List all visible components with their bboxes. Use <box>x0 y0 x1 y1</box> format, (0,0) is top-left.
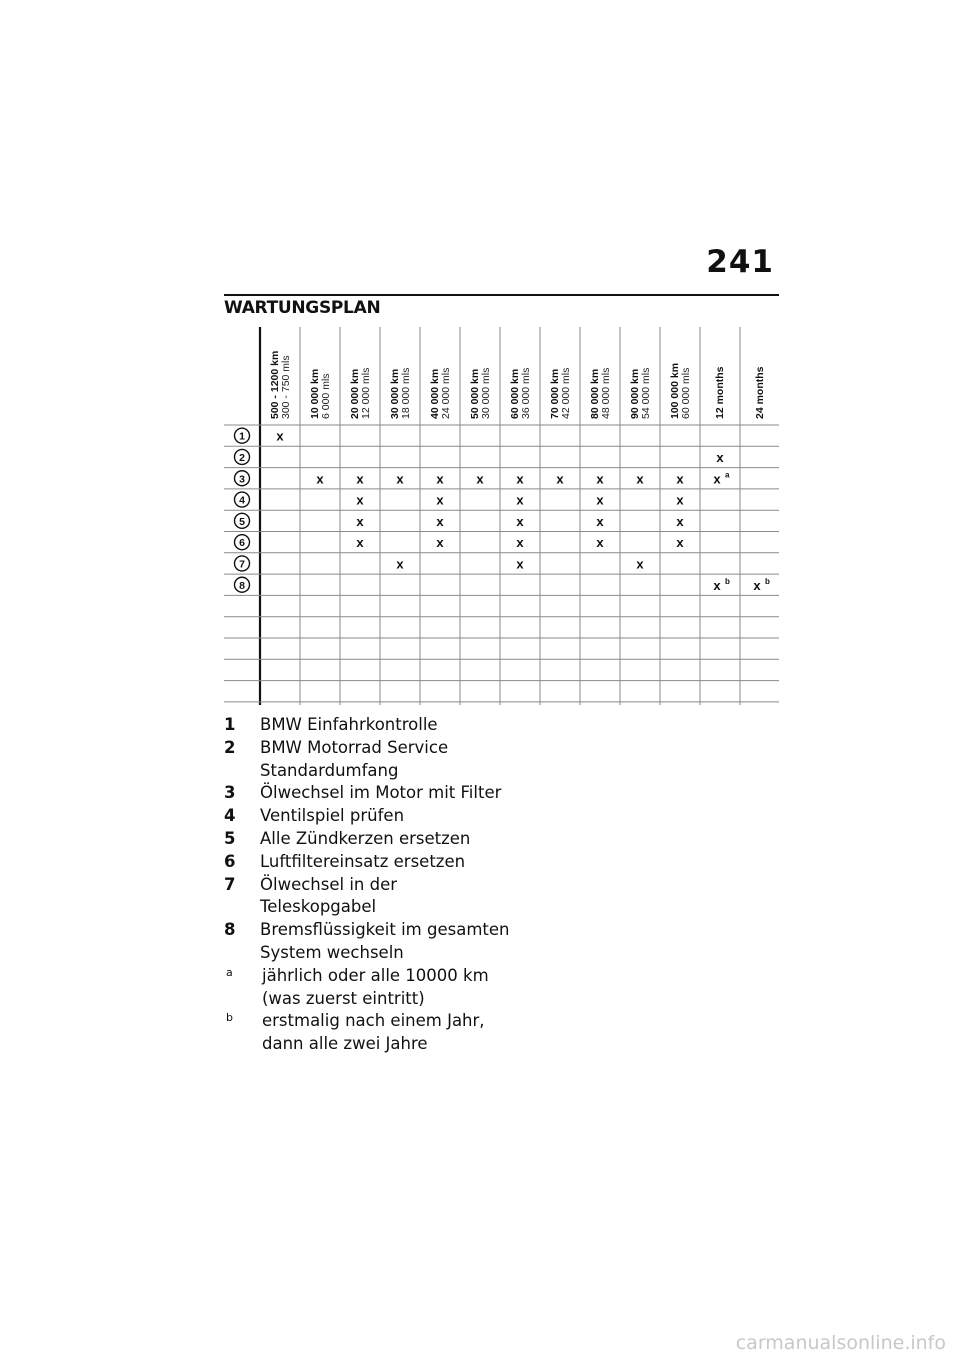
schedule-mark: x <box>356 471 364 487</box>
legend-text: Bremsflüssigkeit im gesamten System wechseln <box>260 920 510 962</box>
legend-text: BMW Motorrad Service Standardumfang <box>260 737 449 780</box>
legend-text: Ventilspiel prüfen <box>260 806 405 826</box>
column-header-primary: 100 000 km <box>669 362 681 419</box>
legend-key: 7 <box>224 874 236 894</box>
column-header-primary: 50 000 km <box>469 368 481 419</box>
schedule-mark: x <box>596 471 604 487</box>
schedule-mark: x <box>436 513 444 529</box>
column-header-primary: 24 months <box>754 366 766 419</box>
legend-text: Luftfiltereinsatz ersetzen <box>260 851 466 871</box>
schedule-mark: x <box>676 535 684 551</box>
legend-text: erstmalig nach einem Jahr, dann alle zwei Jahre <box>262 1011 485 1054</box>
column-header-secondary: 300 - 750 mls <box>280 355 292 419</box>
schedule-mark: x <box>556 471 564 487</box>
legend-item <box>224 919 514 965</box>
schedule-mark: x <box>596 492 604 508</box>
schedule-mark: x <box>316 471 324 487</box>
row-number: 4 <box>239 494 245 507</box>
schedule-mark: x <box>676 492 684 508</box>
schedule-mark: x <box>596 513 604 529</box>
column-header-primary: 500 - 1200 km <box>269 350 281 419</box>
legend-key: 4 <box>224 806 236 826</box>
schedule-mark: x <box>516 556 524 572</box>
column-header-primary: 30 000 km <box>389 368 401 419</box>
schedule-mark: x <box>516 513 524 529</box>
schedule-mark: x <box>716 449 724 465</box>
schedule-mark: x <box>356 513 364 529</box>
schedule-mark: x <box>713 577 721 593</box>
column-header-secondary: 18 000 mls <box>400 367 412 419</box>
column-header-primary: 70 000 km <box>549 368 561 419</box>
row-number: 3 <box>239 473 245 486</box>
column-header-primary: 60 000 km <box>509 368 521 419</box>
column-header-primary: 40 000 km <box>429 368 441 419</box>
legend-key: 3 <box>224 783 236 803</box>
column-header-secondary: 60 000 mls <box>680 367 692 419</box>
legend-key: a <box>226 965 233 979</box>
legend-text: BMW Einfahrkontrolle <box>260 715 438 734</box>
legend-item <box>224 737 514 783</box>
schedule-mark: x <box>276 428 284 444</box>
column-header-secondary: 24 000 mls <box>440 367 452 419</box>
schedule-mark-footnote: b <box>765 576 770 586</box>
schedule-mark: x <box>516 471 524 487</box>
header-rule <box>224 294 779 296</box>
schedule-mark: x <box>676 471 684 487</box>
legend-item <box>224 714 514 737</box>
schedule-mark-footnote: a <box>725 470 730 480</box>
column-header-secondary: 42 000 mls <box>560 367 572 419</box>
schedule-mark-footnote: b <box>725 576 730 586</box>
schedule-mark: x <box>396 556 404 572</box>
schedule-mark: x <box>636 556 644 572</box>
legend-item <box>224 782 514 805</box>
row-number: 8 <box>239 579 245 592</box>
row-number: 5 <box>239 515 245 528</box>
legend-key: 8 <box>224 920 236 940</box>
schedule-mark: x <box>753 577 761 593</box>
legend-item <box>224 874 514 920</box>
legend-text: Ölwechsel in der Teleskopgabel <box>260 874 398 917</box>
schedule-mark: x <box>436 492 444 508</box>
schedule-mark: x <box>516 535 524 551</box>
column-header-primary: 12 months <box>714 366 726 419</box>
legend-key: 5 <box>224 828 236 848</box>
column-header-secondary: 36 000 mls <box>520 367 532 419</box>
column-header-secondary: 54 000 mls <box>640 367 652 419</box>
column-header-secondary: 48 000 mls <box>600 367 612 419</box>
legend-key: 2 <box>224 737 236 757</box>
schedule-mark: x <box>396 471 404 487</box>
legend-item <box>224 1010 514 1056</box>
legend-item <box>224 828 514 851</box>
legend-text: Alle Zündkerzen ersetzen <box>260 828 471 848</box>
row-number: 6 <box>239 537 245 550</box>
column-header-secondary: 30 000 mls <box>480 367 492 419</box>
schedule-mark: x <box>516 492 524 508</box>
schedule-mark: x <box>636 471 644 487</box>
schedule-mark: x <box>476 471 484 487</box>
column-header-primary: 80 000 km <box>589 368 601 419</box>
legend-item <box>224 851 514 874</box>
column-header-primary: 10 000 km <box>309 368 321 419</box>
row-number: 2 <box>239 451 245 464</box>
legend <box>224 714 514 1056</box>
schedule-mark: x <box>356 492 364 508</box>
column-header-secondary: 12 000 mls <box>360 367 372 419</box>
legend-text: Ölwechsel im Motor mit Filter <box>260 783 502 803</box>
schedule-mark: x <box>676 513 684 529</box>
section-title: WARTUNGSPLAN <box>224 298 381 318</box>
row-number: 7 <box>239 558 245 571</box>
schedule-mark: x <box>356 535 364 551</box>
schedule-mark: x <box>713 471 721 487</box>
column-header-primary: 90 000 km <box>629 368 641 419</box>
watermark: carmanualsonline.info <box>735 1332 946 1354</box>
column-header-primary: 20 000 km <box>349 368 361 419</box>
column-header-secondary: 6 000 mls <box>320 373 332 419</box>
schedule-mark: x <box>436 535 444 551</box>
row-number: 1 <box>239 430 245 443</box>
schedule-mark: x <box>436 471 444 487</box>
maintenance-schedule-table <box>224 327 779 705</box>
schedule-mark: x <box>596 535 604 551</box>
legend-item <box>224 965 514 1011</box>
legend-key: b <box>226 1011 233 1025</box>
legend-key: 1 <box>224 715 236 734</box>
legend-key: 6 <box>224 851 236 871</box>
legend-text: jährlich oder alle 10000 km (was zuerst eintritt) <box>262 965 489 1008</box>
page-number: 241 <box>706 244 774 280</box>
legend-item <box>224 805 514 828</box>
